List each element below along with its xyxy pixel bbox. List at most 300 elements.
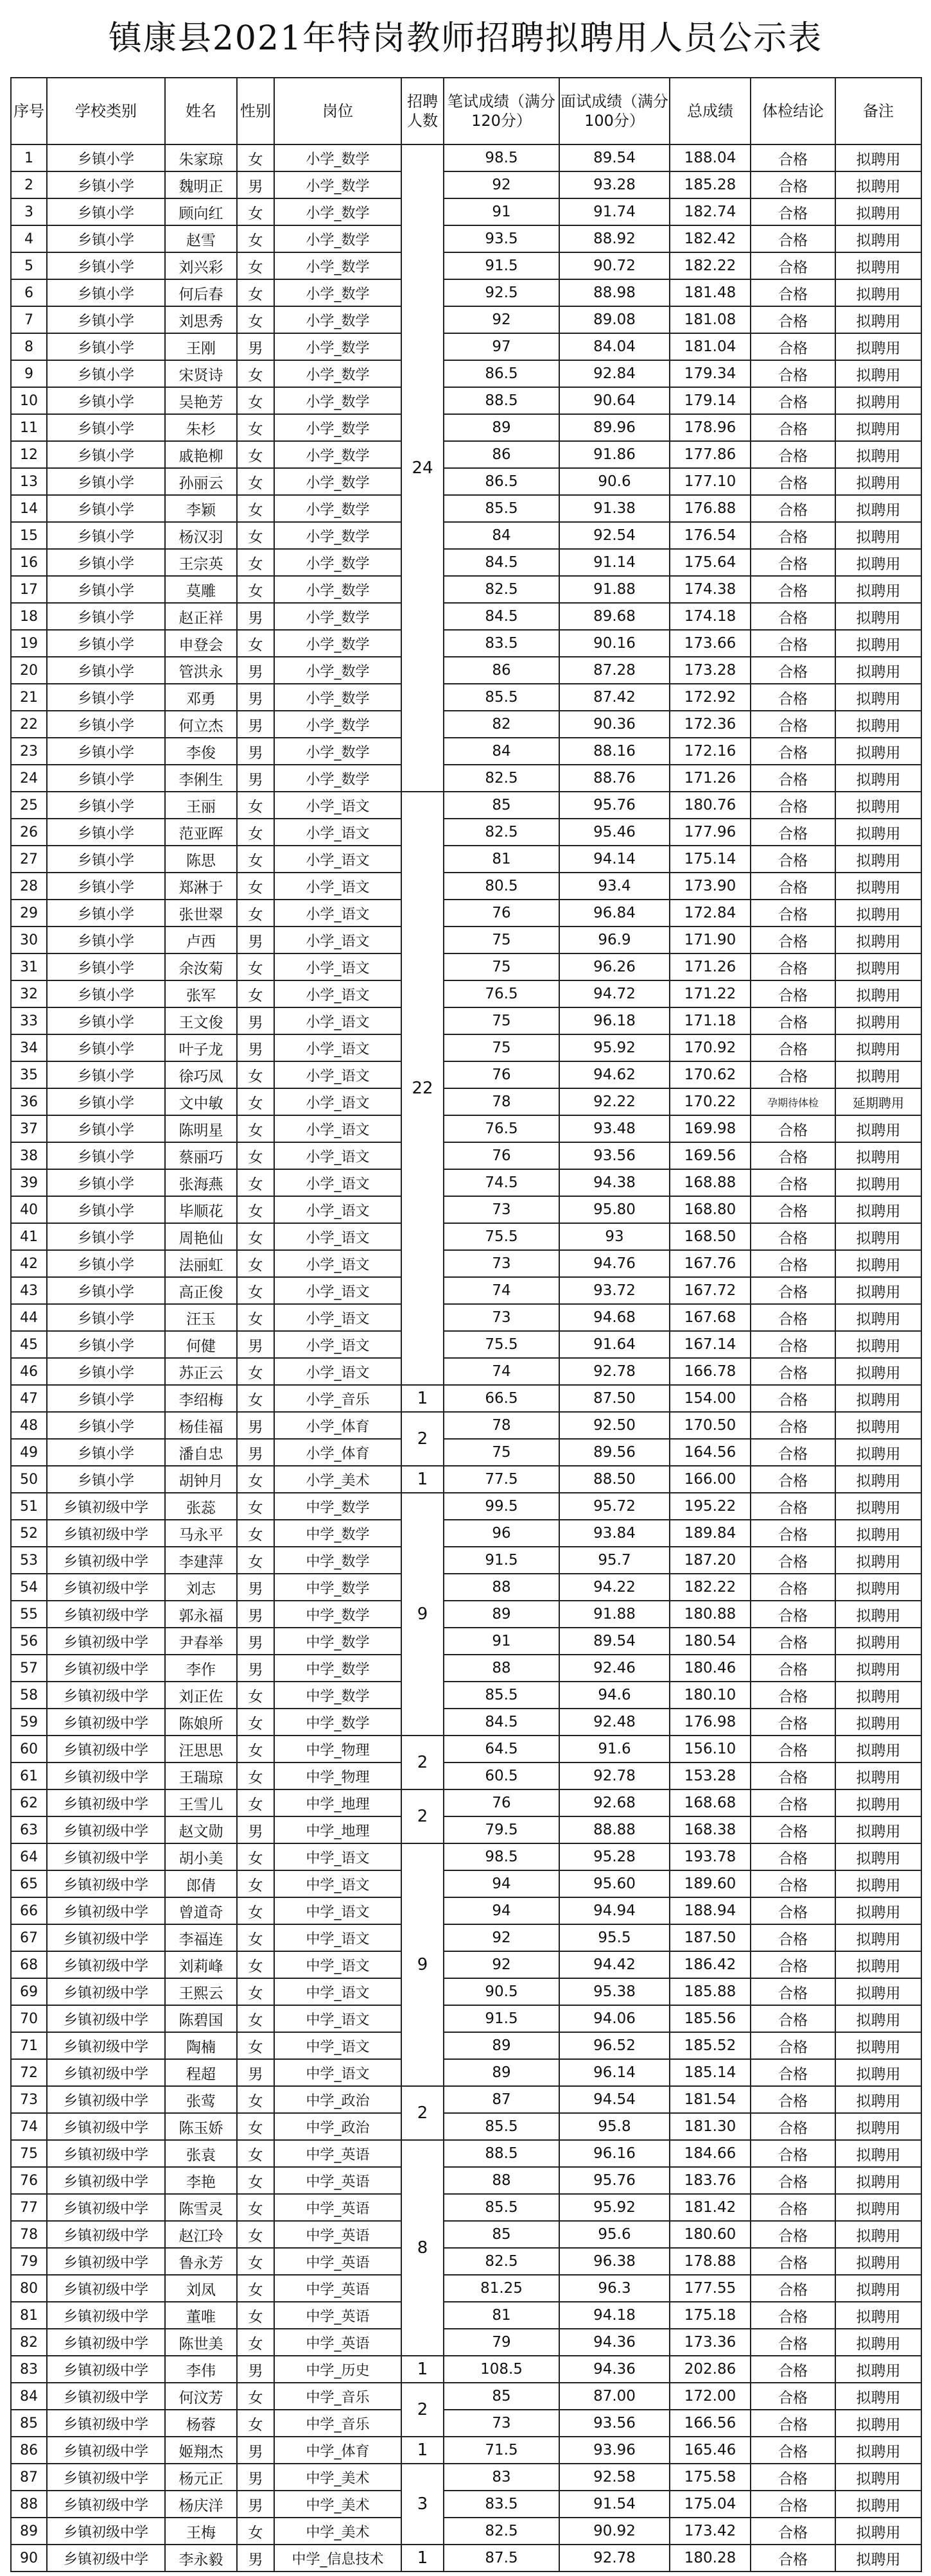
cell-written: 81.25 xyxy=(444,2275,559,2302)
cell-total: 173.90 xyxy=(670,873,751,900)
cell-post: 小学_数学 xyxy=(274,738,401,765)
cell-seq: 35 xyxy=(11,1061,47,1088)
cell-name: 叶子龙 xyxy=(165,1034,237,1061)
cell-interview: 96.26 xyxy=(559,953,670,980)
cell-written: 74 xyxy=(444,1358,559,1385)
cell-name: 杨佳福 xyxy=(165,1412,237,1439)
cell-name: 戚艳柳 xyxy=(165,441,237,468)
cell-seq: 21 xyxy=(11,684,47,711)
cell-check: 合格 xyxy=(751,873,835,900)
cell-name: 杨蓉 xyxy=(165,2410,237,2437)
cell-check: 合格 xyxy=(751,1574,835,1601)
cell-gender: 女 xyxy=(237,2410,274,2437)
cell-seq: 57 xyxy=(11,1655,47,1682)
cell-gender: 女 xyxy=(237,2518,274,2545)
cell-name: 张军 xyxy=(165,980,237,1007)
cell-note: 拟聘用 xyxy=(835,1466,921,1493)
cell-written: 91.5 xyxy=(444,252,559,279)
cell-note: 拟聘用 xyxy=(835,1277,921,1304)
cell-post: 中学_物理 xyxy=(274,1736,401,1762)
cell-school: 乡镇小学 xyxy=(47,1142,165,1169)
cell-written: 76 xyxy=(444,1789,559,1816)
table-row xyxy=(11,522,921,549)
cell-total: 175.18 xyxy=(670,2302,751,2329)
cell-school: 乡镇小学 xyxy=(47,198,165,225)
cell-post: 中学_数学 xyxy=(274,1709,401,1736)
cell-interview: 95.7 xyxy=(559,1547,670,1574)
cell-seq: 48 xyxy=(11,1412,47,1439)
table-row xyxy=(11,900,921,927)
cell-total: 173.28 xyxy=(670,657,751,684)
cell-check: 合格 xyxy=(751,1196,835,1223)
cell-note: 拟聘用 xyxy=(835,1682,921,1709)
cell-gender: 男 xyxy=(237,1007,274,1034)
cell-note: 拟聘用 xyxy=(835,1601,921,1628)
cell-check: 合格 xyxy=(751,333,835,360)
table-row xyxy=(11,171,921,198)
cell-interview: 92.22 xyxy=(559,1088,670,1115)
cell-name: 张蕊 xyxy=(165,1493,237,1520)
table-row xyxy=(11,1762,921,1789)
cell-written: 82 xyxy=(444,711,559,738)
cell-check: 合格 xyxy=(751,2275,835,2302)
cell-gender: 女 xyxy=(237,522,274,549)
cell-gender: 女 xyxy=(237,1789,274,1816)
cell-written: 93.5 xyxy=(444,225,559,252)
cell-seq: 17 xyxy=(11,576,47,603)
cell-seq: 42 xyxy=(11,1250,47,1277)
cell-note: 拟聘用 xyxy=(835,980,921,1007)
cell-check: 合格 xyxy=(751,198,835,225)
cell-written: 85 xyxy=(444,2383,559,2410)
cell-interview: 92.58 xyxy=(559,2464,670,2491)
table-header-row xyxy=(11,78,921,144)
cell-school: 乡镇初级中学 xyxy=(47,2194,165,2221)
cell-total: 182.22 xyxy=(670,252,751,279)
cell-interview: 95.5 xyxy=(559,1924,670,1951)
cell-post: 中学_语文 xyxy=(274,1978,401,2005)
header-total-score: 总成绩 xyxy=(670,78,751,144)
cell-seq: 75 xyxy=(11,2140,47,2167)
table-row xyxy=(11,1843,921,1870)
table-row xyxy=(11,2302,921,2329)
cell-name: 莫雕 xyxy=(165,576,237,603)
cell-school: 乡镇小学 xyxy=(47,765,165,792)
cell-post: 中学_英语 xyxy=(274,2167,401,2194)
cell-post: 中学_英语 xyxy=(274,2248,401,2275)
table-row xyxy=(11,1196,921,1223)
cell-post: 中学_英语 xyxy=(274,2302,401,2329)
cell-gender: 女 xyxy=(237,1196,274,1223)
cell-post: 小学_数学 xyxy=(274,414,401,441)
cell-seq: 15 xyxy=(11,522,47,549)
cell-name: 赵正祥 xyxy=(165,603,237,630)
table-row xyxy=(11,2086,921,2113)
cell-note: 拟聘用 xyxy=(835,360,921,387)
cell-school: 乡镇小学 xyxy=(47,1034,165,1061)
cell-check: 合格 xyxy=(751,1007,835,1034)
cell-total: 153.28 xyxy=(670,1762,751,1789)
cell-total: 166.56 xyxy=(670,2410,751,2437)
table-row xyxy=(11,2140,921,2167)
cell-check: 合格 xyxy=(751,1304,835,1331)
cell-total: 181.04 xyxy=(670,333,751,360)
cell-post: 小学_语文 xyxy=(274,1331,401,1358)
cell-name: 王丽 xyxy=(165,792,237,819)
cell-seq: 47 xyxy=(11,1385,47,1412)
cell-check: 合格 xyxy=(751,2194,835,2221)
table-row xyxy=(11,1897,921,1924)
cell-post: 中学_数学 xyxy=(274,1682,401,1709)
cell-name: 王文俊 xyxy=(165,1007,237,1034)
cell-seq: 50 xyxy=(11,1466,47,1493)
cell-note: 拟聘用 xyxy=(835,1897,921,1924)
cell-seq: 5 xyxy=(11,252,47,279)
cell-school: 乡镇小学 xyxy=(47,1007,165,1034)
cell-check: 合格 xyxy=(751,657,835,684)
cell-school: 乡镇小学 xyxy=(47,1385,165,1412)
cell-gender: 男 xyxy=(237,1628,274,1655)
cell-gender: 男 xyxy=(237,711,274,738)
table-row xyxy=(11,1709,921,1736)
cell-gender: 女 xyxy=(237,1493,274,1520)
table-row xyxy=(11,2059,921,2086)
cell-gender: 女 xyxy=(237,495,274,522)
cell-check: 合格 xyxy=(751,2167,835,2194)
cell-post: 小学_数学 xyxy=(274,495,401,522)
cell-post: 中学_英语 xyxy=(274,2194,401,2221)
cell-check: 合格 xyxy=(751,171,835,198)
cell-interview: 87.50 xyxy=(559,1385,670,1412)
cell-interview: 91.74 xyxy=(559,198,670,225)
cell-seq: 29 xyxy=(11,900,47,927)
cell-check: 合格 xyxy=(751,1682,835,1709)
cell-gender: 女 xyxy=(237,1061,274,1088)
cell-note: 拟聘用 xyxy=(835,2545,921,2572)
cell-name: 尹春举 xyxy=(165,1628,237,1655)
cell-total: 179.34 xyxy=(670,360,751,387)
cell-post: 小学_数学 xyxy=(274,306,401,333)
cell-check: 孕期待体检 xyxy=(751,1088,835,1115)
cell-written: 87.5 xyxy=(444,2545,559,2572)
cell-gender: 女 xyxy=(237,1897,274,1924)
cell-check: 合格 xyxy=(751,1250,835,1277)
cell-check: 合格 xyxy=(751,2086,835,2113)
cell-note: 拟聘用 xyxy=(835,953,921,980)
table-row xyxy=(11,1439,921,1466)
cell-school: 乡镇小学 xyxy=(47,1277,165,1304)
cell-name: 管洪永 xyxy=(165,657,237,684)
cell-interview: 90.16 xyxy=(559,630,670,657)
cell-total: 176.98 xyxy=(670,1709,751,1736)
cell-name: 李福连 xyxy=(165,1924,237,1951)
cell-name: 程超 xyxy=(165,2059,237,2086)
cell-interview: 96.16 xyxy=(559,2140,670,2167)
cell-seq: 3 xyxy=(11,198,47,225)
cell-note: 拟聘用 xyxy=(835,1816,921,1843)
cell-school: 乡镇小学 xyxy=(47,333,165,360)
cell-post: 小学_语文 xyxy=(274,927,401,953)
cell-gender: 男 xyxy=(237,738,274,765)
cell-name: 毕顺花 xyxy=(165,1196,237,1223)
cell-post: 小学_语文 xyxy=(274,1142,401,1169)
cell-interview: 93.56 xyxy=(559,2410,670,2437)
cell-total: 164.56 xyxy=(670,1439,751,1466)
cell-school: 乡镇初级中学 xyxy=(47,2248,165,2275)
cell-written: 99.5 xyxy=(444,1493,559,1520)
cell-written: 76.5 xyxy=(444,1115,559,1142)
cell-note: 拟聘用 xyxy=(835,1034,921,1061)
cell-post: 小学_数学 xyxy=(274,549,401,576)
cell-gender: 女 xyxy=(237,576,274,603)
cell-gender: 女 xyxy=(237,198,274,225)
cell-note: 拟聘用 xyxy=(835,1520,921,1547)
cell-school: 乡镇初级中学 xyxy=(47,1924,165,1951)
table-row xyxy=(11,603,921,630)
cell-written: 89 xyxy=(444,2032,559,2059)
cell-name: 赵雪 xyxy=(165,225,237,252)
cell-note: 拟聘用 xyxy=(835,819,921,846)
cell-seq: 46 xyxy=(11,1358,47,1385)
cell-seq: 27 xyxy=(11,846,47,873)
cell-interview: 89.54 xyxy=(559,1628,670,1655)
cell-total: 181.54 xyxy=(670,2086,751,2113)
cell-name: 魏明正 xyxy=(165,171,237,198)
cell-interview: 88.76 xyxy=(559,765,670,792)
cell-note: 拟聘用 xyxy=(835,2194,921,2221)
cell-interview: 94.76 xyxy=(559,1250,670,1277)
cell-school: 乡镇小学 xyxy=(47,1196,165,1223)
cell-written: 85.5 xyxy=(444,1682,559,1709)
cell-gender: 男 xyxy=(237,1412,274,1439)
cell-seq: 1 xyxy=(11,144,47,171)
cell-school: 乡镇小学 xyxy=(47,711,165,738)
cell-note: 拟聘用 xyxy=(835,1439,921,1466)
table-row xyxy=(11,657,921,684)
cell-school: 乡镇小学 xyxy=(47,630,165,657)
cell-name: 刘思秀 xyxy=(165,306,237,333)
cell-name: 杨汉羽 xyxy=(165,522,237,549)
cell-name: 张世翠 xyxy=(165,900,237,927)
table-row xyxy=(11,819,921,846)
cell-total: 167.68 xyxy=(670,1304,751,1331)
cell-gender: 女 xyxy=(237,900,274,927)
cell-total: 170.92 xyxy=(670,1034,751,1061)
cell-check: 合格 xyxy=(751,2410,835,2437)
cell-post: 中学_语文 xyxy=(274,1897,401,1924)
cell-seq: 38 xyxy=(11,1142,47,1169)
cell-post: 中学_数学 xyxy=(274,1520,401,1547)
cell-note: 拟聘用 xyxy=(835,1412,921,1439)
cell-total: 168.50 xyxy=(670,1223,751,1250)
cell-written: 76.5 xyxy=(444,980,559,1007)
cell-note: 拟聘用 xyxy=(835,2221,921,2248)
cell-written: 84.5 xyxy=(444,549,559,576)
cell-note: 拟聘用 xyxy=(835,1385,921,1412)
cell-name: 刘兴彩 xyxy=(165,252,237,279)
cell-post: 中学_语文 xyxy=(274,1924,401,1951)
cell-seq: 59 xyxy=(11,1709,47,1736)
table-row xyxy=(11,441,921,468)
cell-gender: 女 xyxy=(237,1843,274,1870)
cell-check: 合格 xyxy=(751,765,835,792)
table-row xyxy=(11,1115,921,1142)
cell-check: 合格 xyxy=(751,2113,835,2140)
cell-written: 74.5 xyxy=(444,1169,559,1196)
cell-written: 76 xyxy=(444,900,559,927)
cell-school: 乡镇初级中学 xyxy=(47,1870,165,1897)
cell-quota: 2 xyxy=(401,2383,444,2437)
cell-name: 汪玉 xyxy=(165,1304,237,1331)
cell-written: 66.5 xyxy=(444,1385,559,1412)
cell-note: 拟聘用 xyxy=(835,1358,921,1385)
cell-check: 合格 xyxy=(751,1816,835,1843)
cell-interview: 94.62 xyxy=(559,1061,670,1088)
cell-written: 75.5 xyxy=(444,1223,559,1250)
cell-check: 合格 xyxy=(751,1709,835,1736)
table-row xyxy=(11,1816,921,1843)
cell-interview: 91.88 xyxy=(559,1601,670,1628)
cell-interview: 92.78 xyxy=(559,2545,670,2572)
cell-check: 合格 xyxy=(751,603,835,630)
cell-quota: 2 xyxy=(401,1412,444,1466)
cell-name: 李作 xyxy=(165,1655,237,1682)
cell-total: 180.54 xyxy=(670,1628,751,1655)
cell-school: 乡镇初级中学 xyxy=(47,1709,165,1736)
cell-quota: 1 xyxy=(401,1466,444,1493)
cell-written: 90.5 xyxy=(444,1978,559,2005)
cell-check: 合格 xyxy=(751,1897,835,1924)
cell-check: 合格 xyxy=(751,1115,835,1142)
cell-interview: 92.50 xyxy=(559,1412,670,1439)
table-row xyxy=(11,1304,921,1331)
cell-note: 拟聘用 xyxy=(835,1709,921,1736)
cell-name: 何汶芳 xyxy=(165,2383,237,2410)
cell-school: 乡镇小学 xyxy=(47,684,165,711)
cell-interview: 92.78 xyxy=(559,1358,670,1385)
cell-post: 中学_英语 xyxy=(274,2140,401,2167)
cell-gender: 男 xyxy=(237,1816,274,1843)
cell-seq: 2 xyxy=(11,171,47,198)
cell-check: 合格 xyxy=(751,953,835,980)
cell-school: 乡镇初级中学 xyxy=(47,2518,165,2545)
cell-school: 乡镇小学 xyxy=(47,360,165,387)
cell-post: 小学_数学 xyxy=(274,387,401,414)
cell-check: 合格 xyxy=(751,2437,835,2464)
cell-interview: 93 xyxy=(559,1223,670,1250)
cell-check: 合格 xyxy=(751,2248,835,2275)
cell-written: 88 xyxy=(444,1655,559,1682)
cell-note: 拟聘用 xyxy=(835,1331,921,1358)
cell-check: 合格 xyxy=(751,2032,835,2059)
cell-gender: 女 xyxy=(237,1682,274,1709)
cell-interview: 93.84 xyxy=(559,1520,670,1547)
cell-seq: 30 xyxy=(11,927,47,953)
cell-check: 合格 xyxy=(751,2518,835,2545)
cell-written: 108.5 xyxy=(444,2356,559,2383)
cell-total: 177.10 xyxy=(670,468,751,495)
cell-written: 94 xyxy=(444,1897,559,1924)
cell-gender: 女 xyxy=(237,1277,274,1304)
cell-total: 170.50 xyxy=(670,1412,751,1439)
cell-post: 小学_数学 xyxy=(274,225,401,252)
cell-check: 合格 xyxy=(751,1277,835,1304)
table-row xyxy=(11,1547,921,1574)
cell-gender: 女 xyxy=(237,1924,274,1951)
cell-written: 82.5 xyxy=(444,2518,559,2545)
cell-gender: 女 xyxy=(237,1115,274,1142)
cell-check: 合格 xyxy=(751,1223,835,1250)
cell-note: 拟聘用 xyxy=(835,414,921,441)
cell-seq: 40 xyxy=(11,1196,47,1223)
cell-school: 乡镇小学 xyxy=(47,1304,165,1331)
cell-seq: 88 xyxy=(11,2491,47,2518)
cell-interview: 95.6 xyxy=(559,2221,670,2248)
cell-post: 中学_体育 xyxy=(274,2437,401,2464)
cell-post: 中学_历史 xyxy=(274,2356,401,2383)
cell-name: 孙丽云 xyxy=(165,468,237,495)
cell-note: 拟聘用 xyxy=(835,630,921,657)
cell-note: 拟聘用 xyxy=(835,144,921,171)
cell-post: 中学_数学 xyxy=(274,1574,401,1601)
cell-check: 合格 xyxy=(751,549,835,576)
cell-note: 延期聘用 xyxy=(835,1088,921,1115)
cell-note: 拟聘用 xyxy=(835,1843,921,1870)
cell-note: 拟聘用 xyxy=(835,1250,921,1277)
cell-check: 合格 xyxy=(751,2329,835,2356)
table-row xyxy=(11,360,921,387)
header-school-type: 学校类别 xyxy=(47,78,165,144)
cell-gender: 男 xyxy=(237,2059,274,2086)
cell-check: 合格 xyxy=(751,1358,835,1385)
cell-check: 合格 xyxy=(751,2464,835,2491)
cell-total: 156.10 xyxy=(670,1736,751,1762)
cell-note: 拟聘用 xyxy=(835,846,921,873)
cell-written: 85.5 xyxy=(444,2194,559,2221)
cell-name: 朱家琼 xyxy=(165,144,237,171)
cell-check: 合格 xyxy=(751,1951,835,1978)
cell-check: 合格 xyxy=(751,1601,835,1628)
cell-interview: 93.4 xyxy=(559,873,670,900)
cell-check: 合格 xyxy=(751,711,835,738)
cell-check: 合格 xyxy=(751,792,835,819)
cell-interview: 90.72 xyxy=(559,252,670,279)
cell-note: 拟聘用 xyxy=(835,252,921,279)
cell-interview: 91.86 xyxy=(559,441,670,468)
table-row xyxy=(11,1682,921,1709)
cell-check: 合格 xyxy=(751,2005,835,2032)
cell-written: 78 xyxy=(444,1088,559,1115)
cell-interview: 89.68 xyxy=(559,603,670,630)
table-row xyxy=(11,1601,921,1628)
cell-name: 刘凤 xyxy=(165,2275,237,2302)
cell-seq: 63 xyxy=(11,1816,47,1843)
cell-total: 182.22 xyxy=(670,1574,751,1601)
table-row xyxy=(11,1412,921,1439)
cell-written: 84.5 xyxy=(444,603,559,630)
cell-gender: 女 xyxy=(237,2140,274,2167)
cell-total: 170.62 xyxy=(670,1061,751,1088)
cell-interview: 95.8 xyxy=(559,2113,670,2140)
cell-note: 拟聘用 xyxy=(835,1978,921,2005)
cell-gender: 女 xyxy=(237,2275,274,2302)
cell-written: 82.5 xyxy=(444,576,559,603)
cell-written: 81 xyxy=(444,2302,559,2329)
cell-check: 合格 xyxy=(751,819,835,846)
cell-school: 乡镇小学 xyxy=(47,441,165,468)
cell-school: 乡镇小学 xyxy=(47,819,165,846)
cell-post: 中学_语文 xyxy=(274,1870,401,1897)
